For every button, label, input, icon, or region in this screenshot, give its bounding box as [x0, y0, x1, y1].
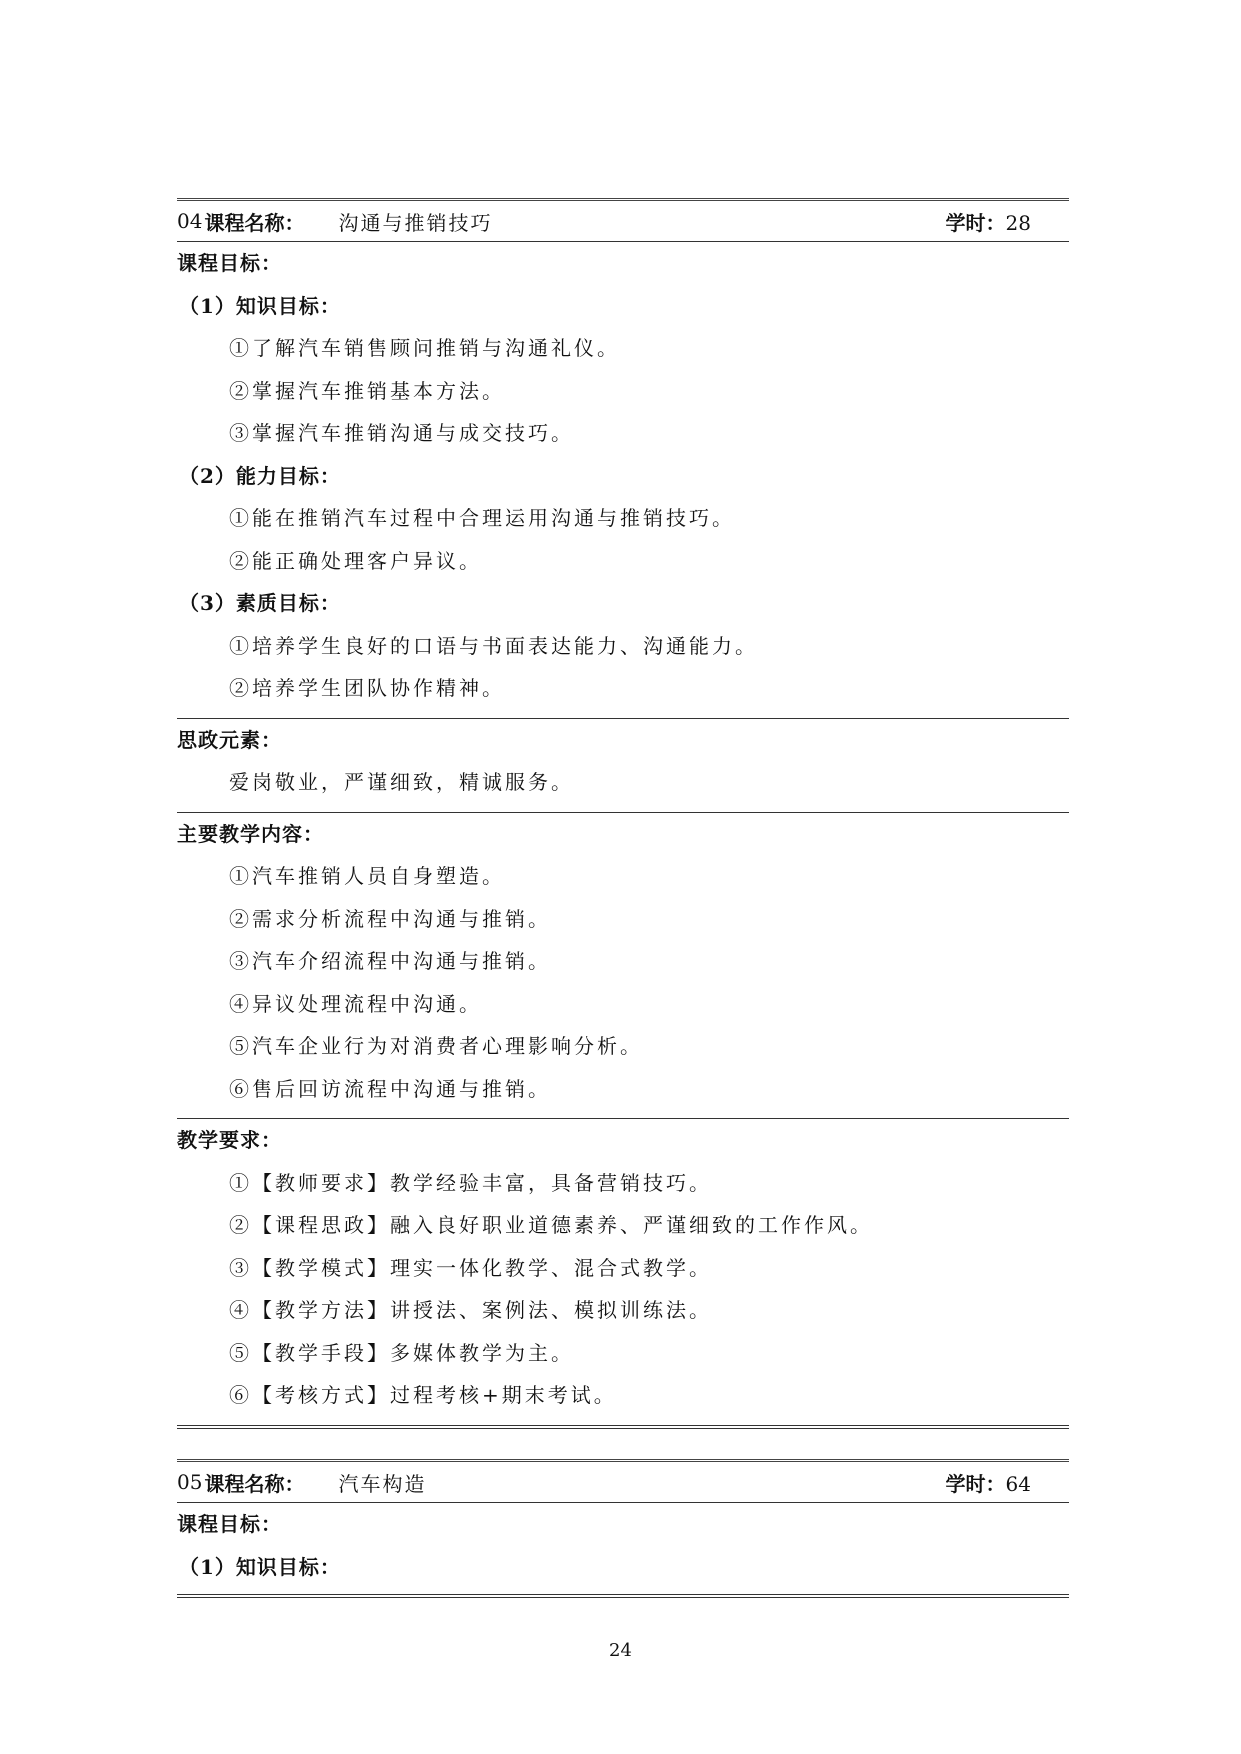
page-number: 24: [609, 1640, 632, 1661]
quality-item: ②培养学生团队协作精神。: [229, 676, 505, 700]
ideology-text: 爱岗敬业，严谨细致，精诚服务。: [229, 770, 574, 794]
requirement-item: ②【课程思政】融入良好职业道德素养、严谨细致的工作作风。: [229, 1213, 873, 1237]
objectives-title: 课程目标：: [177, 251, 282, 275]
ability-item: ①能在推销汽车过程中合理运用沟通与推销技巧。: [229, 506, 735, 530]
content-item: ②需求分析流程中沟通与推销。: [229, 906, 551, 931]
content-item: ⑤汽车企业行为对消费者心理影响分析。: [229, 1034, 643, 1058]
objectives-title: 课程目标：: [177, 1512, 282, 1536]
hours-label: 学时：: [945, 1471, 1006, 1496]
knowledge-title: （1）知识目标：: [179, 293, 341, 318]
ability-title: （2）能力目标：: [179, 463, 341, 488]
course-number: 04: [177, 209, 203, 233]
course-hours: [946, 1468, 1031, 1497]
content-item: ①汽车推销人员自身塑造。: [229, 864, 505, 888]
ideology-title: 思政元素：: [177, 727, 282, 752]
requirement-item: ①【教师要求】教学经验丰富，具备营销技巧。: [229, 1170, 712, 1195]
content-item: ④异议处理流程中沟通。: [229, 991, 482, 1016]
course-hours: [946, 207, 1031, 236]
requirement-item: ④【教学方法】讲授法、案例法、模拟训练法。: [229, 1298, 712, 1322]
quality-item: ①培养学生良好的口语与书面表达能力、沟通能力。: [229, 633, 758, 658]
course-name-label: 课程名称：: [204, 1471, 305, 1496]
requirements-title: 教学要求：: [177, 1128, 282, 1152]
knowledge-item: ③掌握汽车推销沟通与成交技巧。: [229, 421, 574, 445]
requirement-item: ③【教学模式】理实一体化教学、混合式教学。: [229, 1255, 712, 1280]
hours-value: 64: [1005, 1471, 1031, 1496]
bottom-rule: [177, 1594, 1069, 1598]
course-header: [177, 201, 1069, 242]
hours-label: 学时：: [945, 210, 1006, 235]
bottom-rule: [177, 1425, 1069, 1429]
content-title: 主要教学内容：: [177, 821, 324, 846]
requirement-item: ⑥【考核方式】过程考核+期末考试。: [229, 1383, 617, 1407]
content-item: ③汽车介绍流程中沟通与推销。: [229, 949, 551, 973]
requirements-section: [177, 1119, 1069, 1425]
content-section: [177, 813, 1069, 1120]
ability-item: ②能正确处理客户异议。: [229, 548, 482, 573]
content-item: ⑥售后回访流程中沟通与推销。: [229, 1076, 551, 1101]
knowledge-item: ②掌握汽车推销基本方法。: [229, 378, 505, 403]
course-header: [177, 1462, 1069, 1503]
knowledge-title: （1）知识目标：: [179, 1554, 341, 1579]
course-name: 汽车构造: [338, 1471, 427, 1496]
objectives-section: [177, 242, 1069, 719]
ideology-section: [177, 719, 1069, 813]
hours-value: 28: [1005, 210, 1031, 235]
objectives-section: [177, 1503, 1069, 1594]
course-name-label: 课程名称：: [204, 210, 305, 235]
course-number: 05: [177, 1470, 203, 1494]
quality-title: （3）素质目标：: [179, 591, 341, 615]
knowledge-item: ①了解汽车销售顾问推销与沟通礼仪。: [229, 336, 620, 360]
course-04-block: [177, 198, 1069, 1429]
requirement-item: ⑤【教学手段】多媒体教学为主。: [229, 1340, 574, 1365]
course-name: 沟通与推销技巧: [338, 210, 493, 235]
course-05-block: [177, 1459, 1069, 1598]
